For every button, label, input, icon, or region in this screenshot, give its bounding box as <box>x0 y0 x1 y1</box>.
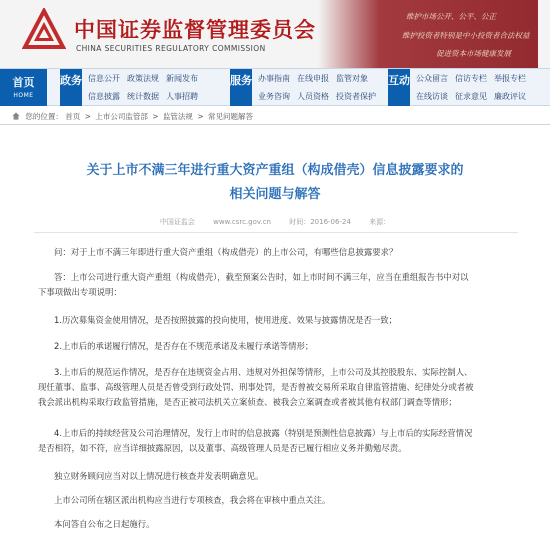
paragraph-line: 答：上市公司进行重大资产重组（构成借壳），截至预案公告时，如上市时间不满三年，应当在重组报告书中对以 <box>54 272 469 282</box>
nav-home-button[interactable] <box>0 69 47 106</box>
nav-link[interactable]: 信访专栏 <box>455 74 487 83</box>
breadcrumb <box>0 108 550 125</box>
nav-link[interactable]: 信息披露 <box>88 92 120 101</box>
brand-name-en: CHINA SECURITIES REGULATORY COMMISSION <box>76 44 266 53</box>
nav-home-label: 首页 <box>12 76 35 89</box>
nav-category-label: 服务 <box>230 74 252 87</box>
nav-link[interactable]: 监管对象 <box>336 74 368 83</box>
nav-link[interactable]: 廉政评议 <box>494 92 526 101</box>
slogan-line: 维护市场公开、公平、公正 <box>406 12 496 21</box>
paragraph-line: 下事项做出专项说明： <box>38 287 122 297</box>
nav-link[interactable]: 统计数据 <box>127 92 159 101</box>
paragraph-line: 1.历次募集资金使用情况，是否按照披露的投向使用，使用进度、效果与披露情况是否一致； <box>54 315 397 325</box>
paragraph-line: 上市公司所在辖区派出机构应当进行专项核查，我会将在审核中重点关注。 <box>54 495 331 505</box>
paragraph-line: 是否相符，如不符，应当详细披露原因，以及董事、高级管理人员是否已履行相应义务并勤勉尽责。 <box>38 443 407 453</box>
article-paragraph <box>38 313 518 328</box>
nav-category-government[interactable] <box>60 69 82 106</box>
article-title: 相关问题与解答 <box>229 187 321 202</box>
slogan-banner <box>318 0 538 68</box>
nav-link[interactable]: 办事指南 <box>258 74 290 83</box>
breadcrumb-separator: > <box>84 112 91 121</box>
paragraph-line: 我会派出机构采取行政监管措施，是否正被司法机关立案侦查、被我会立案调查或者被其他有权部门调查等情形； <box>38 397 457 407</box>
article-paragraph <box>38 517 518 532</box>
nav-category-label: 互动 <box>388 74 410 87</box>
paragraph-line: 3.上市后的规范运作情况，是否存在违规资金占用、违规对外担保等情形，上市公司及其控股股东、实际控制人、 <box>54 367 473 377</box>
meta-time: 时间：2016-06-24 <box>289 218 351 226</box>
nav-category-label: 政务 <box>60 74 82 87</box>
paragraph-line: 2.上市后的承诺履行情况，是否存在不规范承诺及未履行承诺等情形； <box>54 341 314 351</box>
paragraph-line: 问：对于上市不满三年即进行重大资产重组（构成借壳）的上市公司，有哪些信息披露要求？ <box>54 247 398 257</box>
paragraph-line: 独立财务顾问应当对以上情况进行核查并发表明确意见。 <box>54 471 264 481</box>
brand-name-cn: 中国证券监督管理委员会 <box>74 18 316 42</box>
paragraph-line: 现任董事、监事、高级管理人员是否曾受到行政处罚、刑事处罚，是否曾被交易所采取自律监管措施、纪律处分或者被 <box>38 382 474 392</box>
nav-link[interactable]: 公众留言 <box>416 74 448 83</box>
nav-link[interactable]: 投资者保护 <box>336 92 376 101</box>
article-paragraph <box>38 426 518 456</box>
divider <box>34 232 518 233</box>
meta-site: www.csrc.gov.cn <box>213 218 271 226</box>
nav-link[interactable]: 人事招聘 <box>166 92 198 101</box>
nav-link[interactable]: 人员资格 <box>297 92 329 101</box>
article-meta <box>0 217 550 227</box>
meta-origin: 来源： <box>369 218 391 226</box>
meta-source-org: 中国证监会 <box>159 218 195 226</box>
nav-links-service <box>258 69 384 106</box>
article-title: 关于上市不满三年进行重大资产重组（构成借壳）信息披露要求的 <box>86 163 464 178</box>
slogan-line: 促进资本市场健康发展 <box>436 49 511 58</box>
article-paragraph <box>38 245 518 260</box>
main-nav <box>0 68 550 106</box>
nav-links-government <box>88 69 226 106</box>
nav-category-service[interactable] <box>230 69 252 106</box>
csrc-logo-icon[interactable] <box>22 8 66 52</box>
breadcrumb-prefix: 您的位置： <box>25 112 63 121</box>
nav-links-interaction <box>416 69 550 106</box>
paragraph-line: 4.上市后的持续经营及公司治理情况，发行上市时的信息披露（特别是预测性信息披露）与上市后的实际经营情况 <box>54 428 473 438</box>
article-paragraph <box>38 469 518 484</box>
breadcrumb-item[interactable]: 上市公司监管部 <box>95 112 148 121</box>
nav-link[interactable]: 举报专栏 <box>494 74 526 83</box>
home-icon <box>12 112 20 120</box>
breadcrumb-item[interactable]: 首页 <box>65 112 81 121</box>
nav-link[interactable]: 征求意见 <box>455 92 487 101</box>
breadcrumb-separator: > <box>197 112 204 121</box>
nav-link[interactable]: 新闻发布 <box>166 74 198 83</box>
nav-link[interactable]: 政策法规 <box>127 74 159 83</box>
breadcrumb-separator: > <box>152 112 159 121</box>
breadcrumb-item[interactable]: 监管法规 <box>162 112 193 121</box>
paragraph-line: 本问答自公布之日起施行。 <box>54 519 155 529</box>
article-paragraph <box>38 365 518 410</box>
nav-home-label-en: HOME <box>13 92 34 99</box>
nav-link[interactable]: 业务咨询 <box>258 92 290 101</box>
breadcrumb-item[interactable]: 常见问题解答 <box>208 112 254 121</box>
site-header <box>0 0 550 68</box>
slogan-line: 维护投资者特别是中小投资者合法权益 <box>402 31 530 40</box>
article-paragraph <box>38 270 518 300</box>
nav-link[interactable]: 在线申报 <box>297 74 329 83</box>
nav-category-interaction[interactable] <box>388 69 410 106</box>
nav-link[interactable]: 信息公开 <box>88 74 120 83</box>
article-paragraph <box>38 493 518 508</box>
nav-link[interactable]: 在线访谈 <box>416 92 448 101</box>
article-paragraph <box>38 339 518 354</box>
